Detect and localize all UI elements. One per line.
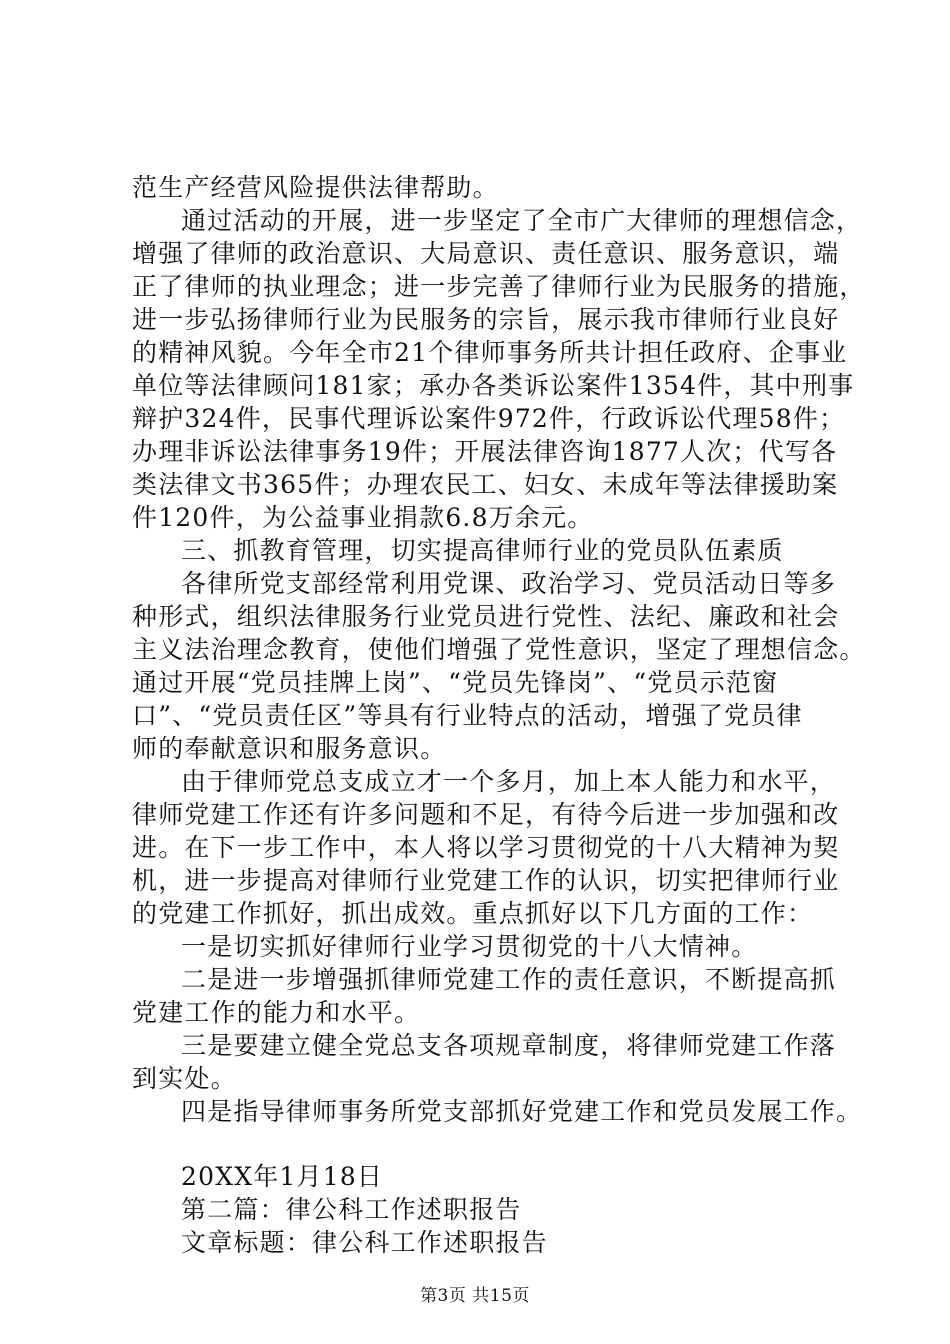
body-line: 机，进一步提高对律师行业党建工作的认识，切实把律师行业: [132, 866, 840, 895]
body-line: 进。在下一步工作中，本人将以学习贯彻党的十八大精神为契: [132, 833, 840, 862]
body-line: 增强了律师的政治意识、大局意识、责任意识、服务意识，端: [132, 239, 840, 268]
body-line: 一是切实抓好律师行业学习贯彻党的十八大情神。: [181, 932, 758, 961]
date-line: 20XX年1月18日: [181, 1162, 384, 1191]
body-line: 办理非诉讼法律事务19件；开展法律咨询1877人次；代写各: [132, 437, 838, 466]
body-line: 主义法治理念教育，使他们增强了党性意识，坚定了理想信念。: [132, 635, 866, 664]
body-line: 的精神风貌。今年全市21个律师事务所共计担任政府、企事业: [132, 338, 848, 367]
body-line: 律师党建工作还有许多问题和不足，有待今后进一步加强和改: [132, 800, 840, 829]
body-line: 类法律文书365件；办理农民工、妇女、未成年等法律援助案: [132, 470, 839, 499]
body-line: 件120件，为公益事业捐款6.8万余元。: [132, 503, 594, 532]
body-line: 的党建工作抓好，抓出成效。重点抓好以下几方面的工作：: [132, 899, 814, 928]
body-line: 进一步弘扬律师行业为民服务的宗旨，展示我市律师行业良好: [132, 305, 840, 334]
body-line: 种形式，组织法律服务行业党员进行党性、法纪、廉政和社会: [132, 602, 840, 631]
body-line: 正了律师的执业理念；进一步完善了律师行业为民服务的措施，: [132, 272, 866, 301]
body-line: 党建工作的能力和水平。: [132, 998, 421, 1027]
body-line: 四是指导律师事务所党支部抓好党建工作和党员发展工作。: [181, 1097, 863, 1126]
body-line: 各律所党支部经常利用党课、政治学习、党员活动日等多: [181, 569, 837, 598]
body-line: 辩护324件，民事代理诉讼案件972件，行政诉讼代理58件；: [132, 404, 846, 433]
body-line: 到实处。: [132, 1064, 237, 1093]
body-line: 二是进一步增强抓律师党建工作的责任意识，不断提高抓: [181, 965, 837, 994]
body-line: 范生产经营风险提供法律帮助。: [132, 173, 499, 202]
body-line: 通过活动的开展，进一步坚定了全市广大律师的理想信念，: [181, 206, 863, 235]
body-line: 通过开展“党员挂牌上岗”、“党员先锋岗”、“党员示范窗: [132, 668, 779, 697]
page-number: 第3页 共15页: [420, 1286, 530, 1306]
body-line: 口”、“党员责任区”等具有行业特点的活动，增强了党员律: [132, 701, 803, 730]
section-heading: 三、抓教育管理，切实提高律师行业的党员队伍素质: [181, 536, 784, 565]
next-article-heading: 第二篇：律公科工作述职报告: [181, 1195, 522, 1224]
body-line: 师的奉献意识和服务意识。: [132, 734, 447, 763]
body-line: 由于律师党总支成立才一个多月，加上本人能力和水平，: [181, 767, 837, 796]
article-title-line: 文章标题：律公科工作述职报告: [181, 1228, 548, 1257]
body-line: 单位等法律顾问181家；承办各类诉讼案件1354件，其中刑事: [132, 371, 855, 400]
body-line: 三是要建立健全党总支各项规章制度，将律师党建工作落: [181, 1031, 837, 1060]
